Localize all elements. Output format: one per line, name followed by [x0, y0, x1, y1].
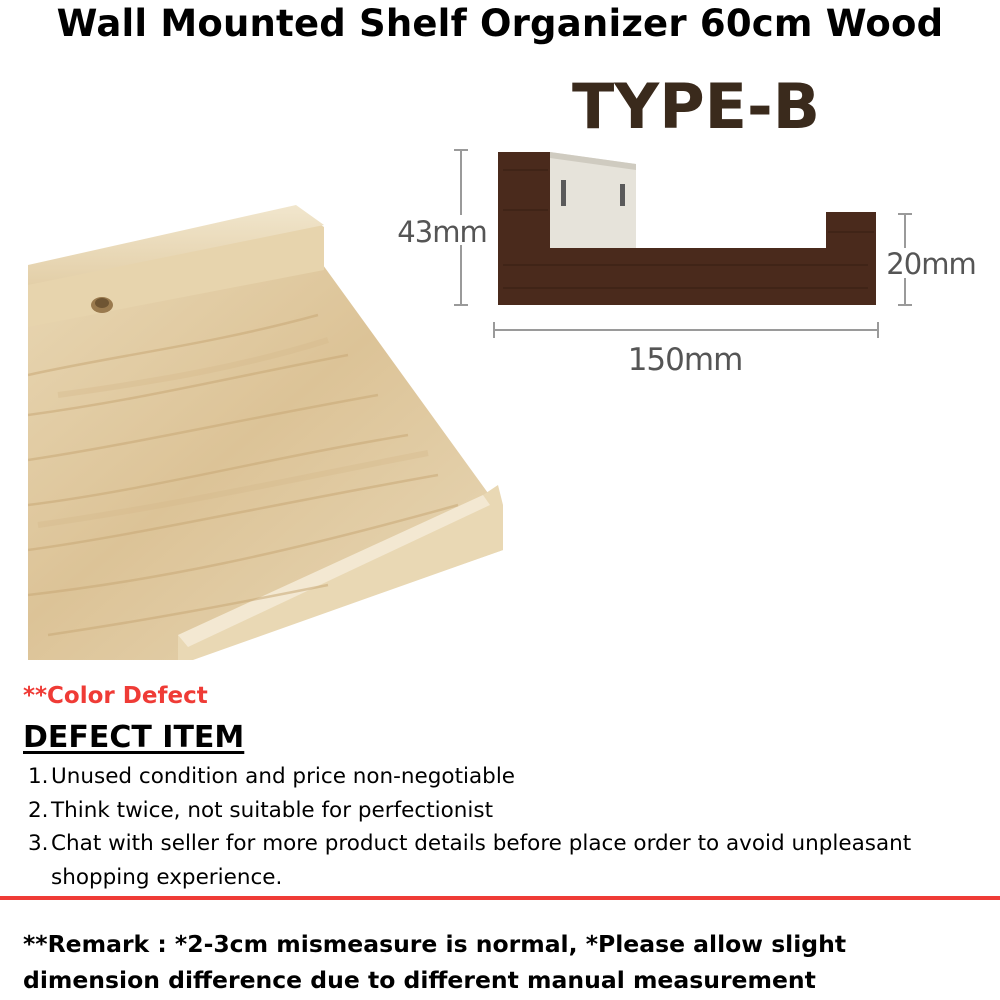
list-item [28, 760, 993, 794]
height-label: 43mm [397, 215, 487, 249]
width-dimension [494, 322, 878, 338]
color-defect-note: **Color Defect [23, 683, 208, 709]
list-number: 3. [28, 831, 49, 856]
list-item [28, 794, 993, 828]
divider [0, 896, 1000, 900]
list-item [28, 827, 993, 894]
list-text: Chat with seller for more product details before place order to avoid unpleasant shopping experience. [51, 831, 912, 890]
dimension-diagram [388, 60, 1000, 405]
type-label: TYPE-B [572, 70, 820, 143]
list-text: Unused condition and price non-negotiable [51, 764, 516, 789]
defect-list [28, 760, 993, 894]
width-label: 150mm [627, 342, 743, 378]
list-number: 2. [28, 797, 49, 823]
list-text: Think twice, not suitable for perfectionist [51, 797, 493, 823]
lip-label: 20mm [886, 247, 976, 281]
list-number: 1. [28, 764, 49, 789]
defect-heading: DEFECT ITEM [23, 720, 245, 755]
page-title: Wall Mounted Shelf Organizer 60cm Wood [56, 2, 944, 45]
remark-text: **Remark : *2-3cm mismeasure is normal, *Please allow slight dimension difference due to different manual measurement [23, 930, 847, 994]
